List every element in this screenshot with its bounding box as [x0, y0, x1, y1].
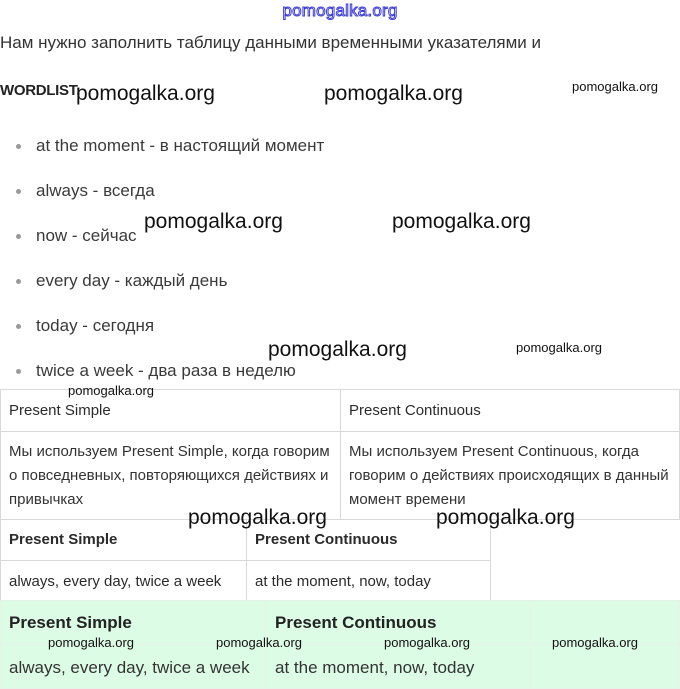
answer-table: [0, 519, 491, 602]
watermark: pomogalka.org: [384, 635, 470, 650]
table-cell: Мы используем Present Simple, когда говорим о повседневных, повторяющихся действиях и привычках: [9, 443, 330, 508]
table-cell: always, every day, twice a week: [9, 573, 222, 590]
watermark: pomogalka.org: [48, 635, 134, 650]
table-header: Present Continuous: [349, 402, 481, 419]
bullet-icon: [16, 144, 21, 149]
bullet-icon: [16, 369, 21, 374]
watermark: pomogalka.org: [552, 635, 638, 650]
table-header: Present Continuous: [275, 613, 437, 632]
table-header: Present Simple: [9, 402, 111, 419]
top-watermark: pomogalka.org: [282, 1, 398, 20]
rule-table: [0, 389, 680, 520]
intro-text: Нам нужно заполнить таблицу данными временными указателями и: [0, 33, 541, 52]
table-header: Present Simple: [9, 531, 118, 548]
table-cell: always, every day, twice a week: [9, 658, 250, 677]
watermark: pomogalka.org: [188, 506, 327, 529]
table-cell: at the moment, now, today: [275, 658, 475, 677]
watermark: pomogalka.org: [268, 338, 407, 361]
watermark: pomogalka.org: [436, 506, 575, 529]
watermark: pomogalka.org: [144, 210, 283, 233]
bullet-icon: [16, 279, 21, 284]
wordlist-label: WORDLIST:: [0, 82, 81, 99]
table-cell: at the moment, now, today: [255, 573, 431, 590]
table-header: Present Simple: [9, 613, 132, 632]
bullet-icon: [16, 324, 21, 329]
table-cell: Мы используем Present Continuous, когда говорим о действиях происходящих в данный момент времени: [349, 443, 669, 508]
bullet-icon: [16, 189, 21, 194]
watermark: pomogalka.org: [216, 635, 302, 650]
watermark: pomogalka.org: [516, 340, 602, 355]
watermark: pomogalka.org: [76, 82, 215, 105]
watermark: pomogalka.org: [68, 383, 154, 398]
watermark: pomogalka.org: [572, 79, 658, 94]
bullet-icon: [16, 234, 21, 239]
watermark: pomogalka.org: [324, 82, 463, 105]
table-header: Present Continuous: [255, 531, 398, 548]
watermark: pomogalka.org: [392, 210, 531, 233]
